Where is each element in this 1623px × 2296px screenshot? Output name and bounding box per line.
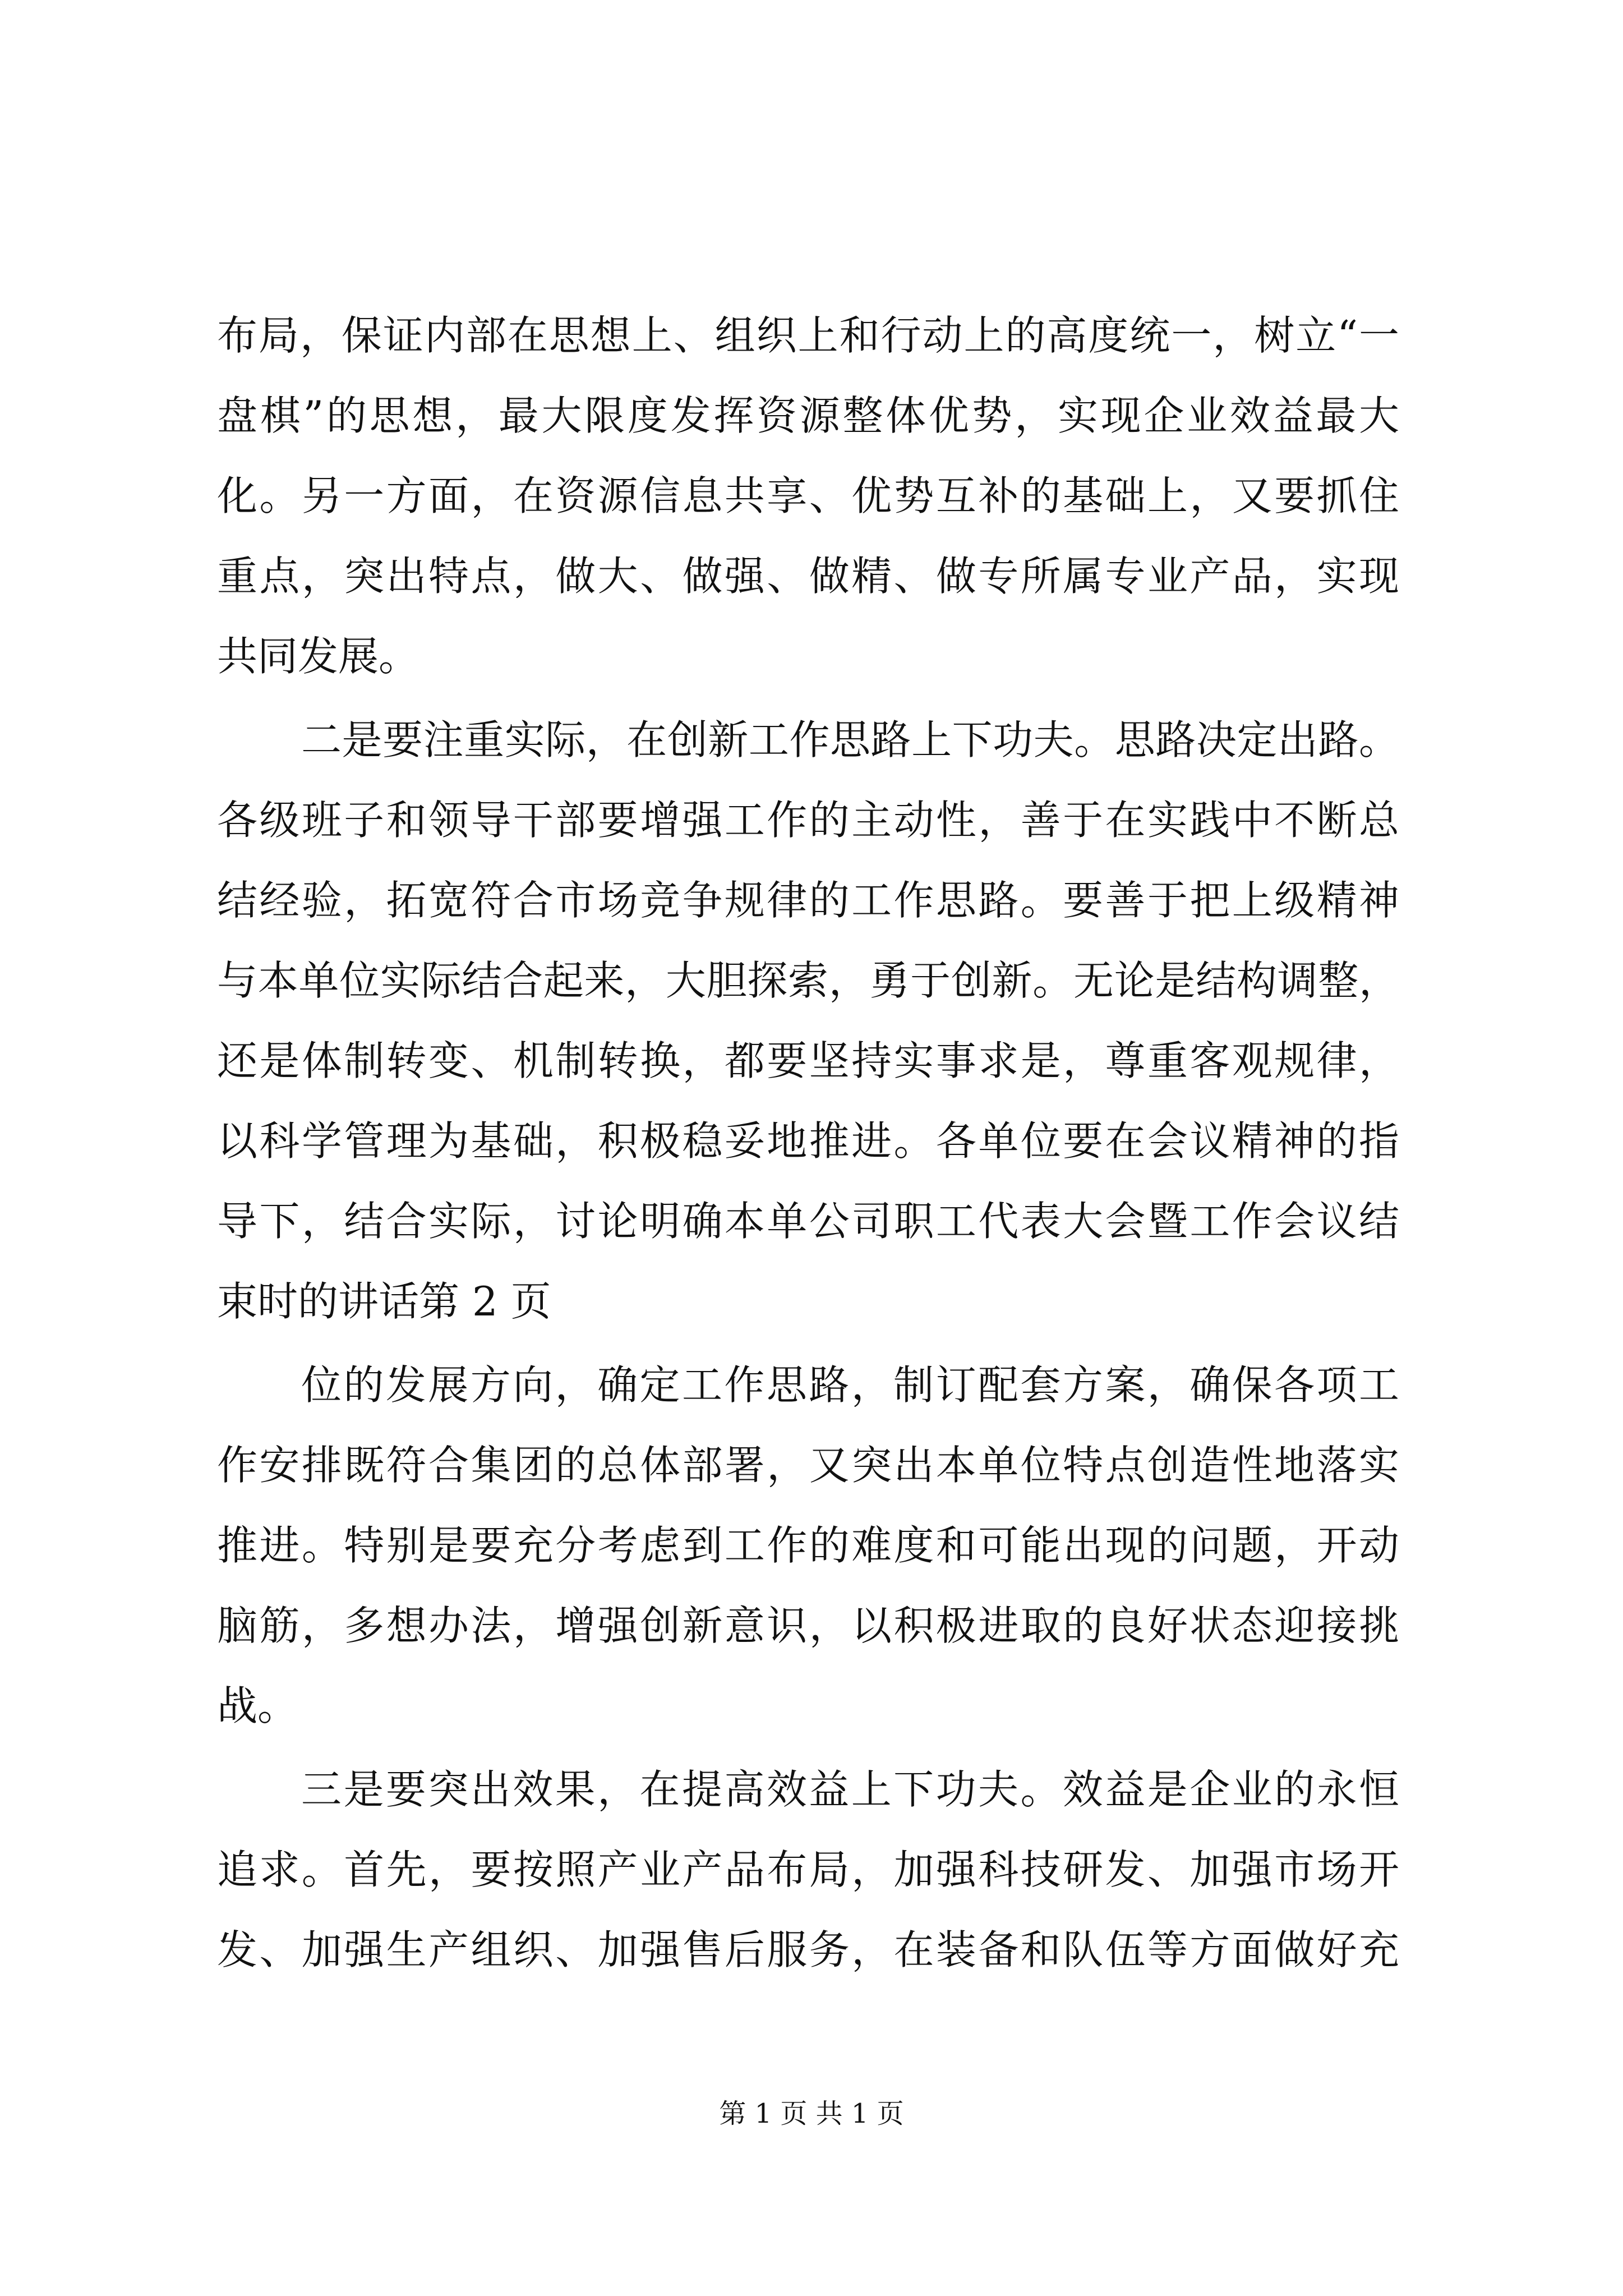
page-number-footer: 第 1 页 共 1 页: [719, 2098, 904, 2129]
body-line: 各级班子和领导干部要增强工作的主动性，善于在实践中不断总: [217, 797, 1399, 844]
paragraph: [217, 1345, 1399, 1746]
body-line: 化。另一方面，在资源信息共享、优势互补的基础上，又要抓住: [217, 472, 1399, 519]
body-line: 共同发展。: [217, 633, 419, 680]
body-line: 以科学管理为基础，积极稳妥地推进。各单位要在会议精神的指: [217, 1117, 1399, 1165]
paragraph: [217, 296, 1399, 697]
body-line: 结经验，拓宽符合市场竞争规律的工作思路。要善于把上级精神: [217, 877, 1399, 924]
body-line: 追求。首先，要按照产业产品布局，加强科技研发、加强市场开: [217, 1846, 1399, 1893]
body-line: 推进。特别是要充分考虑到工作的难度和可能出现的问题，开动: [217, 1522, 1399, 1569]
document-body: [217, 296, 1399, 1990]
body-line: 与本单位实际结合起来，大胆探索，勇于创新。无论是结构调整，: [217, 957, 1399, 1004]
body-line: 位的发展方向，确定工作思路，制订配套方案，确保各项工: [301, 1361, 1399, 1409]
body-line: 二是要注重实际，在创新工作思路上下功夫。思路决定出路。: [301, 716, 1399, 763]
body-line: 发、加强生产组织、加强售后服务，在装备和队伍等方面做好充: [217, 1926, 1399, 1973]
body-line: 导下，结合实际，讨论明确本单公司职工代表大会暨工作会议结: [217, 1198, 1399, 1245]
body-line: 作安排既符合集团的总体部署，又突出本单位特点创造性地落实: [217, 1442, 1399, 1489]
paragraph: [217, 1750, 1399, 1990]
body-line: 布局，保证内部在思想上、组织上和行动上的高度统一，树立“一: [217, 312, 1399, 359]
body-line: 重点，突出特点，做大、做强、做精、做专所属专业产品，实现: [217, 553, 1399, 600]
body-line: 战。: [217, 1682, 298, 1729]
body-line: 盘棋”的思想，最大限度发挥资源整体优势，实现企业效益最大: [217, 392, 1399, 439]
body-line: 脑筋，多想办法，增强创新意识，以积极进取的良好状态迎接挑: [217, 1602, 1399, 1649]
body-line: 束时的讲话第 2 页: [217, 1278, 551, 1325]
body-line: 还是体制转变、机制转换，都要坚持实事求是，尊重客观规律，: [217, 1037, 1399, 1084]
paragraph: [217, 700, 1399, 1342]
body-line: 三是要突出效果，在提高效益上下功夫。效益是企业的永恒: [301, 1766, 1399, 1813]
